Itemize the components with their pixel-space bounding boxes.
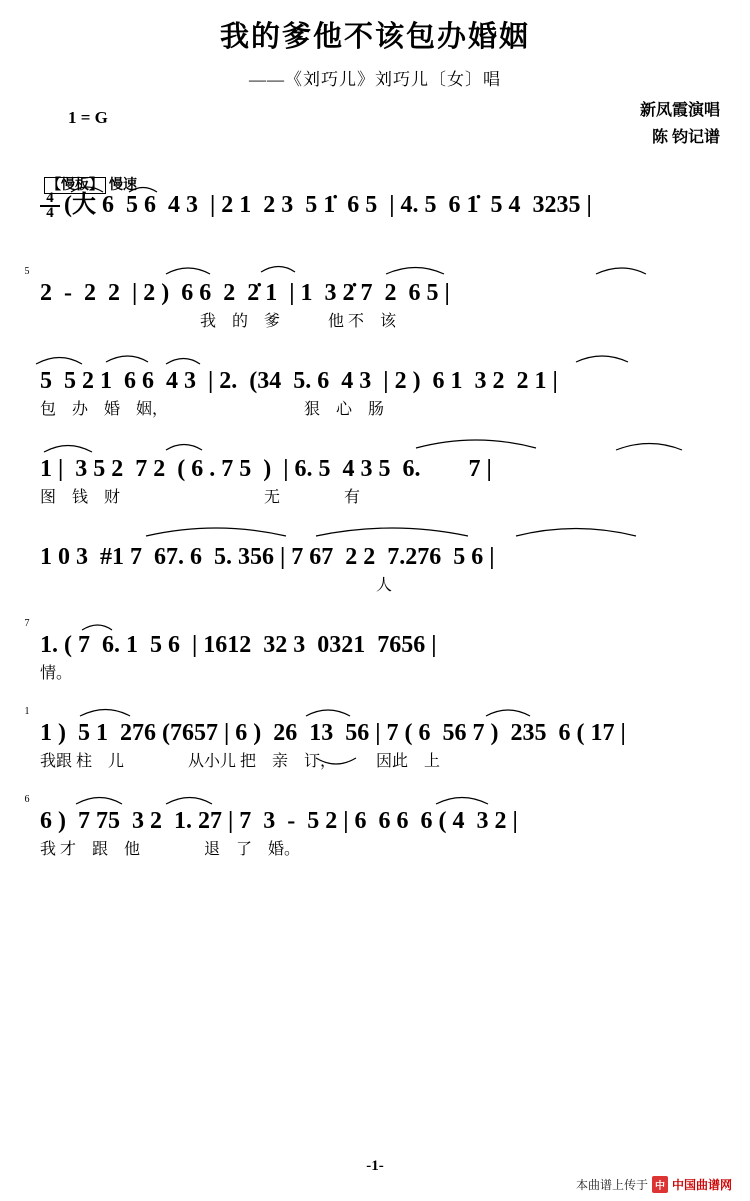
score-metadata <box>0 96 750 154</box>
site-name[interactable]: 中国曲谱网 <box>671 1178 732 1192</box>
lyric-line: 包 办 婚 姻， 狠 心 肠 <box>40 401 385 418</box>
notation-line: 1 ) 5 1 276 (7657 | 6 ) 26 13 56 | 7 ( 6 56 7 ) 235 6 ( 17 | <box>40 720 626 746</box>
lyric-line: 情。 <box>40 665 73 682</box>
notation-line: (大 6 5 6 4 3 | 2 1 2 3 5 1̇ 6 5 | 4. 5 6 1̇ 5 4 3235 | <box>64 192 592 218</box>
notation-line: 1 | 3 5 2 7 2 ( 6 . 7 5 ) | 6. 5 4 3 5 6. 7 | <box>40 456 492 482</box>
notation-line: 6 ) 7 75 3 2 1. 27 | 7 3 - 5 2 | 6 6 6 6 ( 4 3 2 | <box>40 808 518 834</box>
music-system-1 <box>16 174 734 262</box>
tempo-text: 慢速 <box>109 178 137 193</box>
octave-mark: 5 <box>24 266 30 277</box>
notation-line: 1 0 3 #1 7 67. 6 5. 356 | 7 67 2 2 7.276 5 6 | <box>40 544 495 570</box>
notation-line: 1. ( 7 6. 1 5 6 | 1612 32 3 0321 7656 | <box>40 632 437 658</box>
lyric-line: 图 钱 财 无 有 <box>40 489 361 506</box>
music-system-5 <box>16 526 734 614</box>
music-system-8 <box>16 790 734 878</box>
lyric-line: 我跟 柱 儿 从小儿 把 亲 订， 因此 上 <box>40 753 441 770</box>
site-logo-icon: 中 <box>652 1176 668 1193</box>
singer-credit: 新凤霞演唱 <box>639 102 720 119</box>
music-system-7 <box>16 702 734 790</box>
note-row <box>16 790 734 836</box>
note-row <box>16 526 734 572</box>
recorder-credit: 陈 钧记谱 <box>651 129 720 146</box>
music-system-6 <box>16 614 734 702</box>
note-row <box>16 614 734 660</box>
music-system-2 <box>16 262 734 350</box>
octave-mark: 6 <box>24 794 30 805</box>
lyric-line: 人 <box>40 577 393 594</box>
note-row <box>16 438 734 484</box>
tempo-mark-box: 【慢板】 <box>44 177 106 194</box>
note-row <box>16 174 734 220</box>
site-credit <box>576 1176 732 1193</box>
octave-mark: 7 <box>24 618 30 629</box>
lyric-line: 我 的 爹 他 不 该 <box>40 313 397 330</box>
sheet-music-page <box>0 14 750 1201</box>
lyric-line: 我 才 跟 他 退 了 婚。 <box>40 841 301 858</box>
music-system-4 <box>16 438 734 526</box>
lyric-line <box>16 220 734 246</box>
notation-line: 2 - 2 2 | 2 ) 6 6 2 2̇ 1 | 1 3 2̇ 7 2 6 5 | <box>40 280 450 306</box>
key-signature: 1 = G <box>68 108 108 127</box>
page-number: -1- <box>366 1158 384 1174</box>
octave-mark: 1 <box>24 706 30 717</box>
note-row <box>16 350 734 396</box>
credit-text: 本曲谱上传于 <box>575 1178 648 1192</box>
time-signature: 4 4 <box>40 192 60 220</box>
page-subtitle: ——《刘巧儿》刘巧儿〔女〕唱 <box>249 70 501 89</box>
music-system-3 <box>16 350 734 438</box>
note-row <box>16 702 734 748</box>
page-title: 我的爹他不该包办婚姻 <box>219 21 530 53</box>
notation-line: 5 5 2 1 6 6 4 3 | 2. (34 5. 6 4 3 | 2 ) 6 1 3 2 2 1 | <box>40 368 558 394</box>
note-row <box>16 262 734 308</box>
